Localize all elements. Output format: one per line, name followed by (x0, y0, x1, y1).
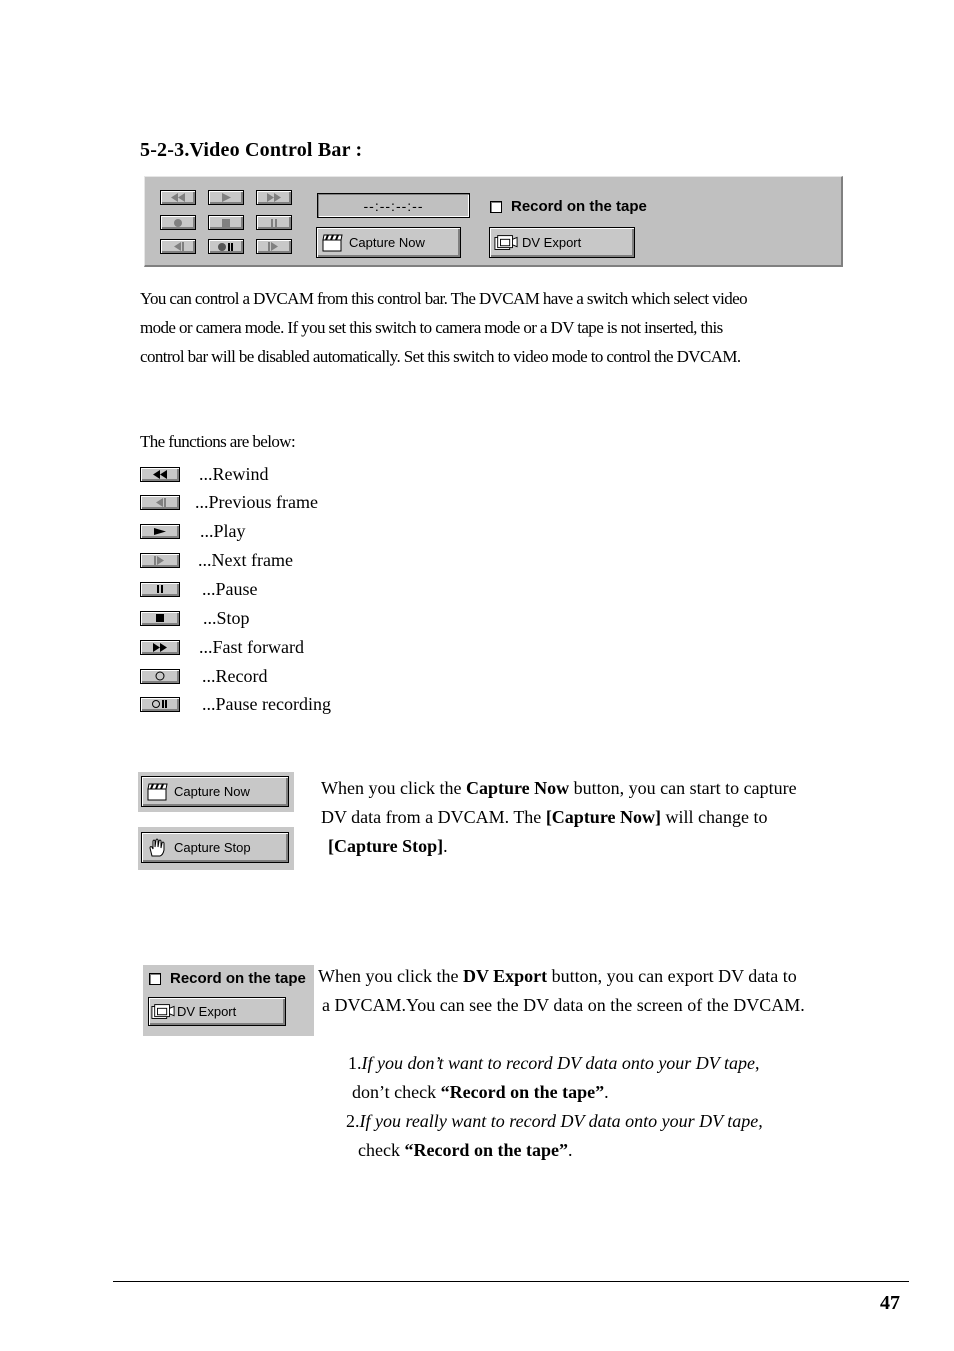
capture-stop-bold: [Capture Stop] (328, 836, 444, 856)
capture-stop-label: Capture Stop (174, 840, 251, 855)
text: button, you can start to capture (569, 778, 797, 798)
text: button, you can export DV data to (547, 966, 797, 986)
function-label: ...Previous frame (195, 491, 318, 512)
capture-stop-panel (138, 827, 294, 870)
export-panel (143, 965, 314, 1036)
text: When you click the (321, 778, 466, 798)
text: . (567, 1140, 573, 1160)
rewind-button[interactable] (160, 190, 196, 205)
checkbox-box[interactable] (490, 201, 502, 213)
next-frame-icon (140, 553, 180, 568)
record-on-tape-label: Record on the tape (511, 198, 647, 215)
capture-stop-button[interactable] (141, 832, 289, 863)
next-frame-button[interactable] (256, 239, 292, 254)
text: will change to (660, 807, 768, 827)
hand-icon (146, 838, 170, 858)
function-label: ...Pause recording (202, 693, 331, 714)
function-row (140, 464, 269, 484)
text: don’t check (352, 1082, 441, 1102)
function-row (140, 492, 318, 512)
text: . (604, 1082, 609, 1102)
function-label: ...Record (202, 665, 268, 686)
note-number: 1. (348, 1053, 362, 1073)
pause-recording-icon (217, 242, 235, 252)
capture-now-label: Capture Now (174, 784, 250, 799)
dv-export-bold: DV Export (462, 966, 548, 986)
capture-line-1 (321, 774, 861, 803)
function-row (140, 579, 258, 599)
pause-icon (269, 218, 279, 228)
dv-export-label: DV Export (177, 1004, 237, 1019)
note-2b (346, 1136, 866, 1165)
record-on-tape-bold: “Record on the tape” (404, 1140, 568, 1160)
text: , (754, 1053, 760, 1073)
capture-line-3 (321, 832, 861, 861)
capture-now-label: Capture Now (349, 235, 425, 250)
record-on-tape-checkbox[interactable] (149, 970, 306, 987)
note-italic: If you really want to record DV data onto your DV tape, (359, 1111, 763, 1131)
note-1 (346, 1049, 866, 1078)
functions-intro: The functions are below: (140, 432, 296, 451)
dv-export-button[interactable] (489, 227, 635, 258)
next-frame-icon (267, 242, 281, 251)
checkbox-box[interactable] (149, 973, 161, 985)
intro-paragraph (140, 284, 850, 371)
record-on-tape-bold: “Record on the tape” (440, 1082, 605, 1102)
fast-forward-button[interactable] (256, 190, 292, 205)
function-row (140, 550, 293, 570)
text: check (358, 1140, 405, 1160)
dv-camera-icon (494, 233, 518, 253)
previous-frame-button[interactable] (160, 239, 196, 254)
capture-now-bold: Capture Now (465, 778, 570, 798)
record-button[interactable] (160, 215, 196, 230)
rewind-icon (169, 193, 187, 202)
timecode-display: --:--:--:-- (317, 193, 470, 218)
capture-now-button[interactable] (141, 776, 289, 807)
capture-now-panel (138, 772, 294, 812)
function-row (140, 521, 246, 541)
section-heading: 5-2-3.Video Control Bar : (140, 139, 363, 161)
text: DV data from a DVCAM. The (321, 807, 546, 827)
function-label: ...Fast forward (199, 636, 304, 657)
capture-description (321, 774, 861, 861)
export-line-2: a DVCAM.You can see the DV data on the screen of the DVCAM. (322, 995, 805, 1015)
intro-line: You can control a DVCAM from this control bar. The DVCAM have a switch which select video (140, 289, 747, 308)
stop-button[interactable] (208, 215, 244, 230)
function-label: ...Next frame (198, 549, 293, 570)
page-number: 47 (880, 1292, 900, 1314)
function-label: ...Play (200, 520, 246, 541)
pause-icon (140, 582, 180, 597)
record-on-tape-checkbox[interactable] (490, 198, 647, 215)
capture-line-2 (321, 803, 861, 832)
footer-rule (113, 1281, 909, 1282)
clapper-icon (146, 782, 170, 802)
play-icon (140, 524, 180, 539)
function-label: ...Rewind (199, 463, 269, 484)
export-description (318, 962, 878, 1020)
pause-button[interactable] (256, 215, 292, 230)
play-button[interactable] (208, 190, 244, 205)
note-2 (346, 1107, 866, 1136)
record-icon (172, 218, 184, 228)
video-control-bar (144, 176, 843, 267)
previous-frame-icon (171, 242, 185, 251)
note-1b (346, 1078, 866, 1107)
function-label: ...Stop (203, 607, 250, 628)
dv-export-button[interactable] (148, 997, 286, 1026)
capture-now-button[interactable] (316, 227, 461, 258)
clapper-icon (321, 233, 345, 253)
intro-line: control bar will be disabled automatically. Set this switch to video mode to control the DVCAM. (140, 347, 741, 366)
text: When you click the (318, 966, 463, 986)
rewind-icon (140, 467, 180, 482)
play-icon (219, 193, 233, 202)
previous-frame-icon (140, 495, 180, 510)
intro-line: mode or camera mode. If you set this switch to camera mode or a DV tape is not inserted, this (140, 318, 723, 337)
function-row (140, 666, 267, 686)
note-number: 2. (346, 1111, 360, 1131)
text: . (443, 836, 448, 856)
function-row (140, 637, 304, 657)
function-row (140, 608, 250, 628)
function-row (140, 694, 331, 714)
stop-icon (221, 218, 231, 228)
dv-camera-icon (151, 1002, 175, 1022)
pause-recording-button[interactable] (208, 239, 244, 254)
stop-icon (140, 611, 180, 626)
export-notes (346, 1049, 866, 1165)
record-icon (140, 669, 180, 684)
pause-recording-icon (140, 697, 180, 712)
export-line-1 (318, 962, 878, 991)
dv-export-label: DV Export (522, 235, 582, 250)
fast-forward-icon (265, 193, 283, 202)
function-label: ...Pause (202, 578, 258, 599)
note-italic: If you don’t want to record DV data onto your DV tape (361, 1053, 755, 1073)
capture-now-bracket-bold: [Capture Now] (545, 807, 661, 827)
record-on-tape-label: Record on the tape (170, 970, 306, 987)
fast-forward-icon (140, 640, 180, 655)
